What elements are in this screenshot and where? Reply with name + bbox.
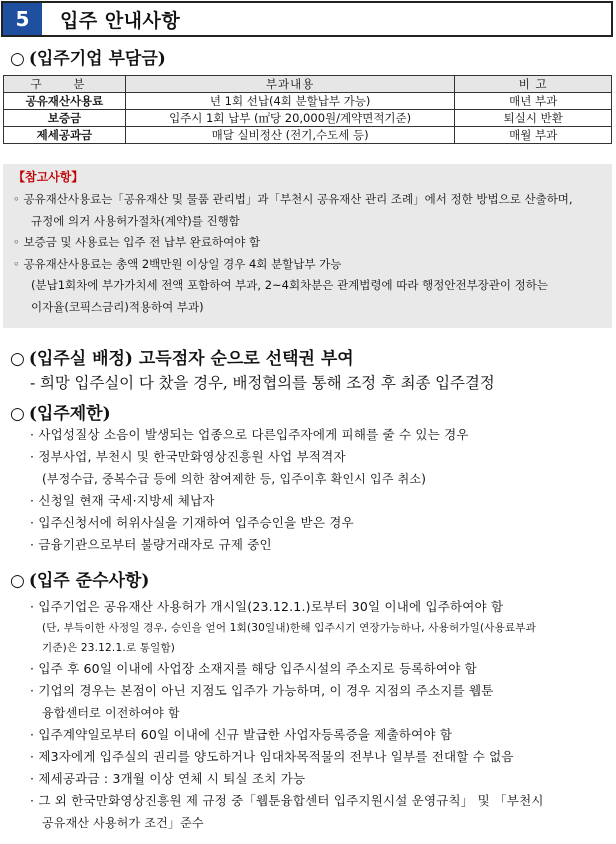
list-item: (부정수급, 중복수급 등에 의한 참여제한 등, 입주이후 확인시 입주 취소) bbox=[42, 472, 427, 486]
section-title: 입주 안내사항 bbox=[60, 9, 181, 32]
circle-bullet-icon: ○ bbox=[10, 571, 25, 591]
note-line: (분납1회차에 부가가치세 전액 포함하여 부과, 2~4회차분은 관계법령에 따라 행정안전부장관이 정하는 bbox=[31, 278, 548, 292]
circle-bullet-icon: ○ bbox=[10, 404, 25, 424]
note-line: ◦ 공유재산사용료는 총액 2백만원 이상일 경우 4회 분할납부 가능 bbox=[13, 256, 342, 271]
header-remarks: 비 고 bbox=[455, 76, 612, 93]
row-label: 공유재산사용료 bbox=[4, 93, 126, 110]
list-item: · 입주계약일로부터 60일 이내에 신규 발급한 사업자등록증을 제출하여야 함 bbox=[30, 727, 453, 742]
list-item: · 금융기관으로부터 불량거래자로 규제 중인 bbox=[30, 537, 272, 552]
section-number: 5 bbox=[3, 3, 42, 35]
compliance-heading bbox=[10, 566, 149, 591]
assignment-detail: - 희망 입주실이 다 찼을 경우, 배정협의를 통해 조정 후 최종 입주결정 bbox=[30, 374, 495, 392]
list-item: · 입주 후 60일 이내에 사업장 소재지를 해당 입주시설의 주소지로 등록하여야 함 bbox=[30, 661, 477, 676]
note-line: 이자율(코픽스금리)적용하여 부과) bbox=[31, 299, 204, 314]
assignment-heading-text: (입주실 배정) 고득점자 순으로 선택권 부여 bbox=[28, 349, 354, 369]
note-line: ◦ 공유재산사용료는「공유재산 및 물품 관리법」과「부천시 공유재산 관리 조례」에서 정한 방법으로 산출하며, bbox=[13, 192, 573, 206]
list-item: 공유재산 사용허가 조건」준수 bbox=[42, 816, 204, 830]
circle-bullet-icon: ○ bbox=[10, 49, 25, 69]
header-category: 구 분 bbox=[4, 76, 126, 93]
fee-heading-text: (입주기업 부담금) bbox=[28, 49, 166, 69]
row-remark: 매년 부과 bbox=[455, 93, 612, 110]
fee-table bbox=[3, 75, 612, 144]
fee-heading bbox=[10, 44, 166, 69]
list-item: · 기업의 경우는 본점이 아닌 지점도 입주가 가능하며, 이 경우 지점의 주소지를 웹툰 bbox=[30, 683, 494, 698]
row-label: 보증금 bbox=[4, 110, 126, 127]
table-row bbox=[4, 93, 612, 110]
assignment-heading bbox=[10, 344, 354, 369]
compliance-list bbox=[30, 596, 544, 834]
row-remark: 매월 부과 bbox=[455, 127, 612, 144]
list-item: · 정부사업, 부천시 및 한국만화영상진흥원 사업 부적격자 bbox=[30, 449, 346, 464]
reference-notes-box bbox=[3, 164, 612, 328]
note-line: 규정에 의거 사용허가절차(계약)를 진행함 bbox=[31, 213, 240, 228]
list-item: · 입주신청서에 허위사실을 기재하여 입주승인을 받은 경우 bbox=[30, 515, 354, 530]
list-item: 기준)은 23.12.1.로 통일함) bbox=[42, 642, 176, 654]
row-content: 년 1회 선납(4회 분할납부 가능) bbox=[125, 93, 455, 110]
table-row bbox=[4, 110, 612, 127]
note-line: ◦ 보증금 및 사용료는 입주 전 납부 완료하여야 함 bbox=[13, 235, 261, 249]
list-item: · 제3자에게 입주실의 권리를 양도하거나 임대차목적물의 전부나 일부를 전대할 수 없음 bbox=[30, 749, 514, 764]
circle-bullet-icon: ○ bbox=[10, 349, 25, 369]
header-content: 부과내용 bbox=[125, 76, 455, 93]
list-item: · 신청일 현재 국세·지방세 체납자 bbox=[30, 493, 215, 508]
row-content: 입주시 1회 납부 (㎡당 20,000원/계약면적기준) bbox=[125, 110, 455, 127]
fee-table-header-row bbox=[4, 76, 612, 93]
list-item: · 사업성질상 소음이 발생되는 업종으로 다른입주자에게 피해를 줄 수 있는 경우 bbox=[30, 427, 469, 442]
table-row bbox=[4, 127, 612, 144]
list-item: · 그 외 한국만화영상진흥원 제 규정 중「웹툰융합센터 입주지원시설 운영규칙」 및 「부천시 bbox=[30, 793, 544, 808]
list-item: (단, 부득이한 사정일 경우, 승인을 얻어 1회(30일내)한해 입주시기 연장가능하나, 사용허가일(사용료부과 bbox=[42, 622, 536, 634]
list-item: 융합센터로 이전하여야 함 bbox=[42, 706, 180, 720]
section-header bbox=[1, 1, 613, 37]
restriction-heading-text: (입주제한) bbox=[28, 404, 111, 424]
list-item: · 입주기업은 공유재산 사용허가 개시일(23.12.1.)로부터 30일 이내에 입주하여야 함 bbox=[30, 599, 504, 614]
list-item: · 제세공과금 : 3개월 이상 연체 시 퇴실 조치 가능 bbox=[30, 771, 306, 786]
restriction-heading bbox=[10, 399, 111, 424]
restriction-list bbox=[30, 424, 469, 556]
row-content: 매달 실비정산 (전기,수도세 등) bbox=[125, 127, 455, 144]
reference-notes-title: 【참고사항】 bbox=[13, 170, 84, 184]
compliance-heading-text: (입주 준수사항) bbox=[28, 571, 150, 591]
row-label: 제세공과금 bbox=[4, 127, 126, 144]
row-remark: 퇴실시 반환 bbox=[455, 110, 612, 127]
